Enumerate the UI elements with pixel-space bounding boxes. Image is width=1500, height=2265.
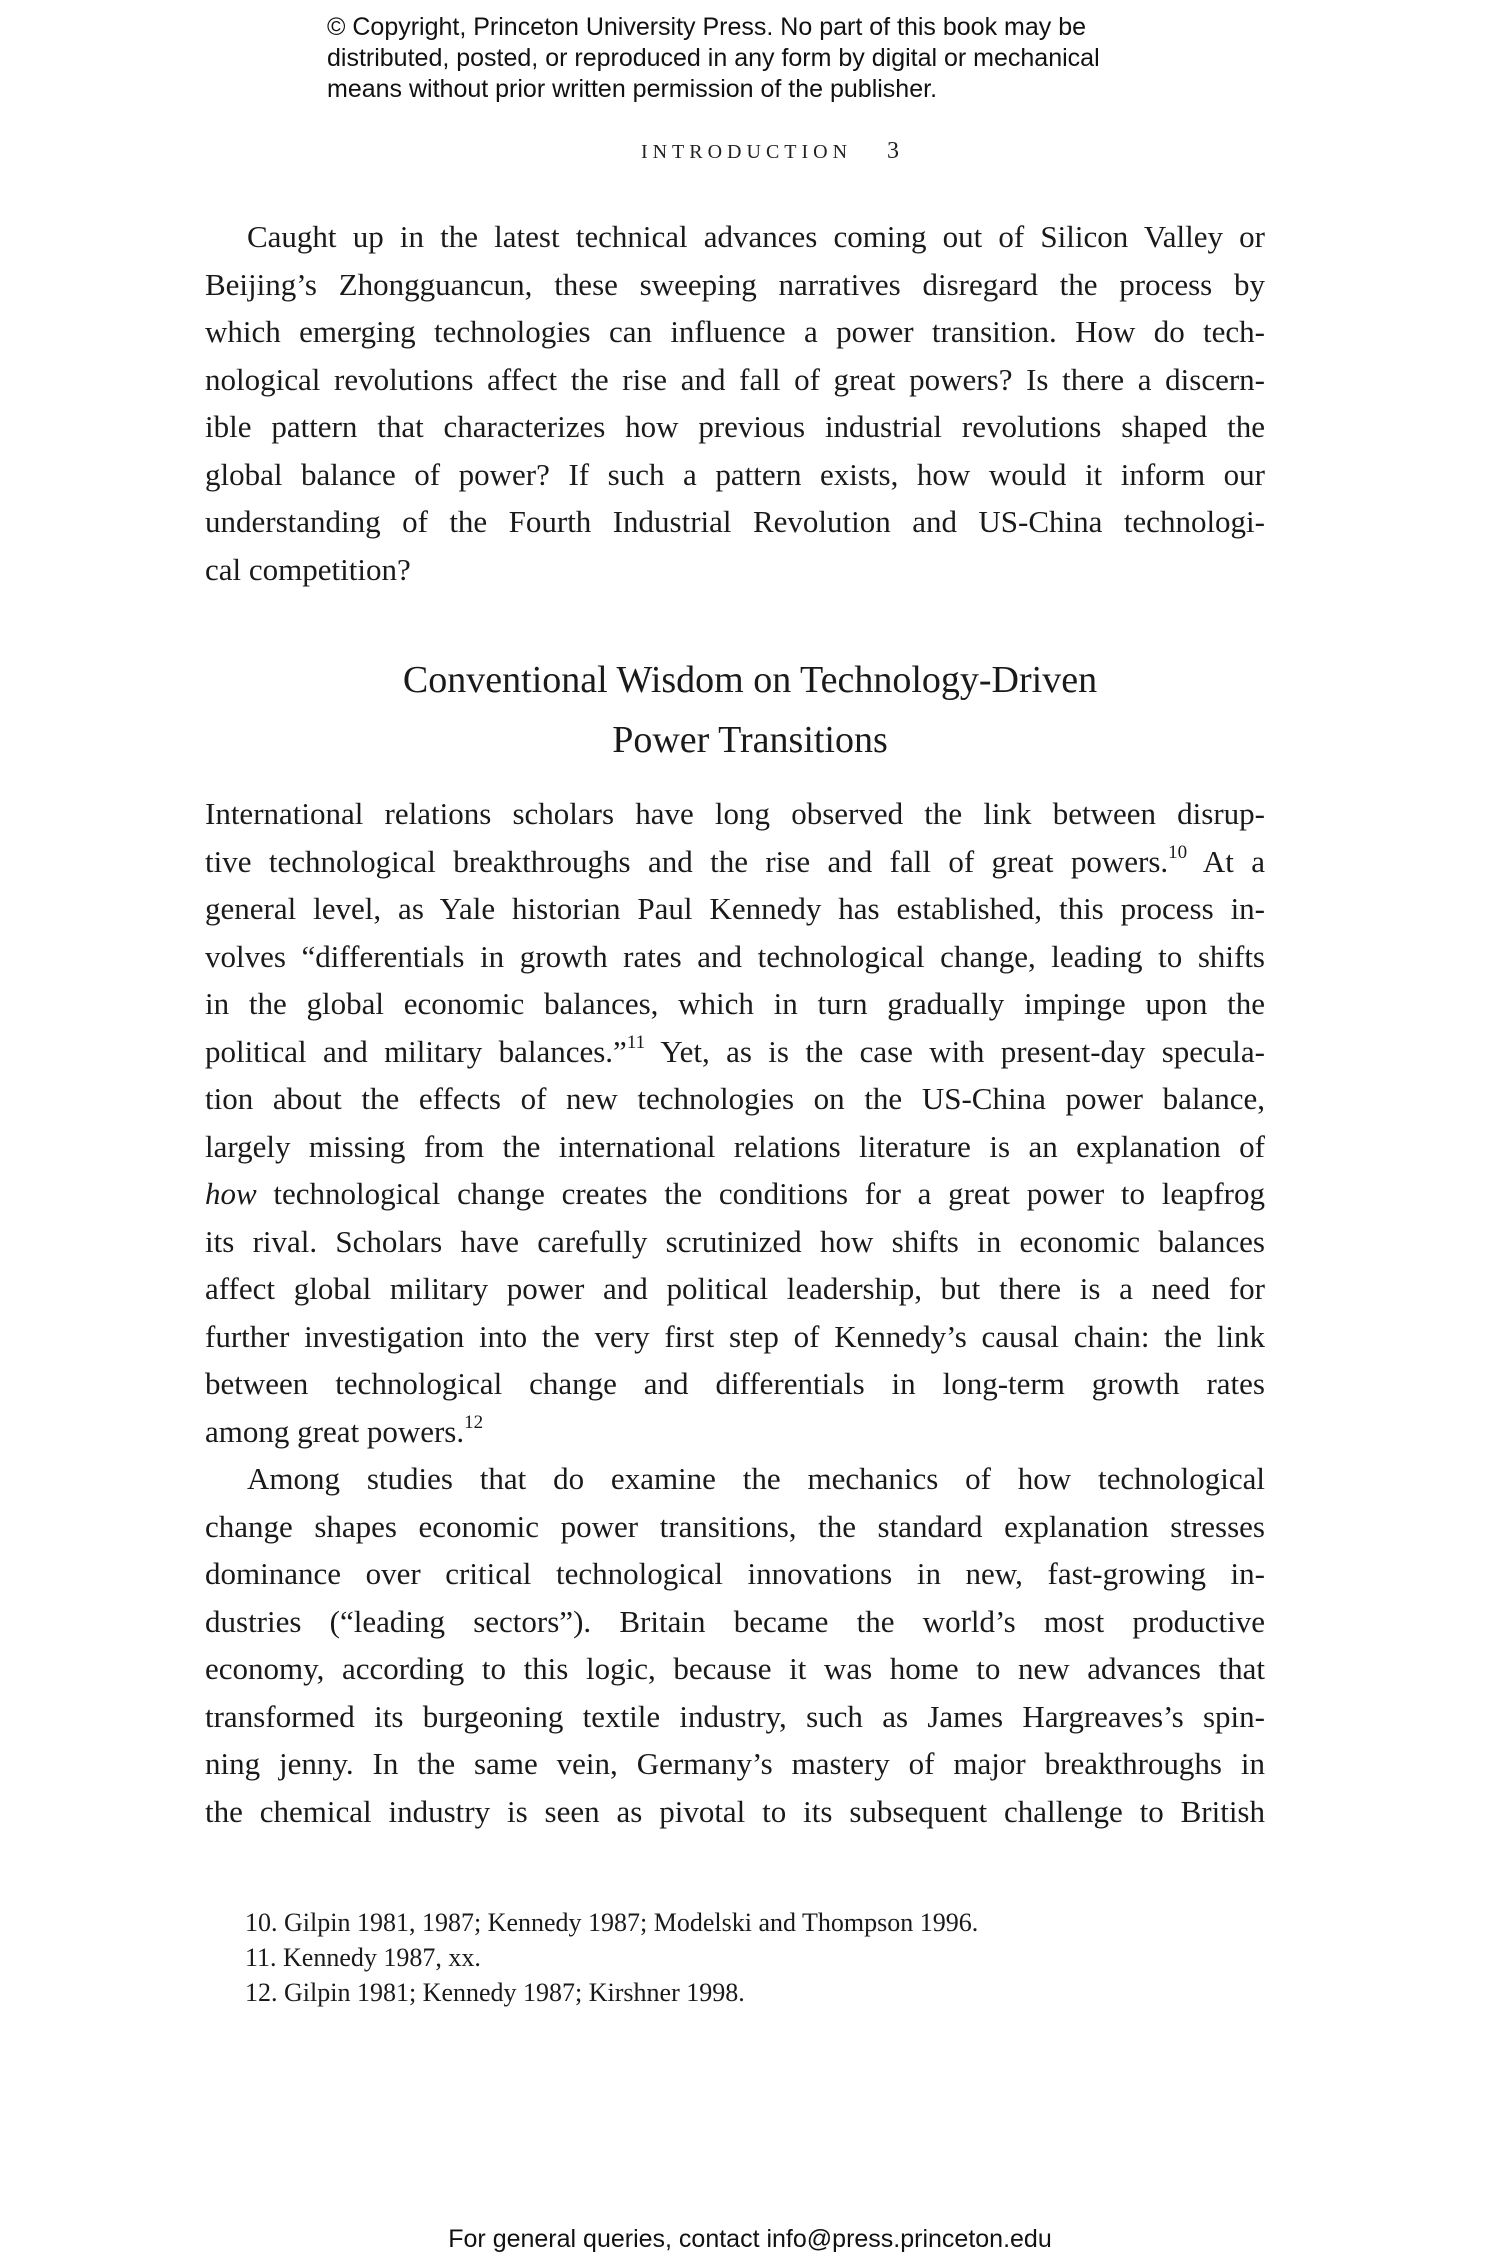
text-line [205,1218,1265,1266]
footnote-12: 12. Gilpin 1981; Kennedy 1987; Kirshner 1998. [245,1978,745,2007]
text-line: dominance over critical technological innovations in new, fast-growing in- [205,1556,1265,1591]
copyright-line: distributed, posted, or reproduced in any form by digital or mechanical [327,44,1100,72]
line-text: tive technological breakthroughs and the rise and fall of great powers. [205,843,1169,879]
line-text: affect global military power and political leadership, but there is a need for [205,1271,1265,1306]
line-text: general level, as Yale historian Paul Kennedy has established, this process in- [205,891,1265,926]
text-line: Caught up in the latest technical advances coming out of Silicon Valley or [247,219,1265,254]
text-line: ning jenny. In the same vein, Germany’s mastery of major breakthroughs in [205,1746,1265,1781]
footnote-reference[interactable]: 11 [626,1032,646,1054]
footer-contact: For general queries, contact info@press.princeton.edu [448,2225,1052,2253]
text-line: Among studies that do examine the mechanics of how technological [247,1461,1265,1496]
section-heading [0,650,1500,770]
copyright-line: © Copyright, Princeton University Press. No part of this book may be [327,13,1087,41]
text-line [205,885,1265,933]
text-line: nological revolutions affect the rise and fall of great powers? Is there a discern- [205,361,1265,397]
text-line: dustries (“leading sectors”). Britain became the world’s most productive [205,1603,1265,1639]
text-line: Beijing’s Zhongguancun, these sweeping narratives disregard the process by [205,266,1265,302]
text-line [205,980,1265,1028]
text-line: economy, according to this logic, because it was home to new advances that [205,1651,1265,1686]
text-line [205,1360,1265,1408]
text-line [205,1408,1265,1456]
line-text: International relations scholars have long observed the link between disrup- [205,796,1265,831]
copyright-notice [327,12,1227,105]
text-line: global balance of power? If such a pattern exists, how would it inform our [205,456,1265,492]
footnotes [245,1905,1145,2010]
text-line [205,1313,1265,1361]
text-line [205,1265,1265,1313]
line-text: its rival. Scholars have carefully scrutinized how shifts in economic balances [205,1223,1265,1259]
running-head-title: INTRODUCTION [640,141,853,163]
text-line [205,1075,1265,1123]
running-head [0,138,1500,165]
paragraph-2 [205,790,1265,1455]
paragraph-1 [205,213,1265,593]
line-text: technological change creates the conditions for a great power to leapfrog [256,1176,1265,1211]
copyright-line: means without prior written permission of the publisher. [327,75,938,103]
paragraph-3 [205,1455,1265,1835]
line-text: between technological change and differentials in long-term growth rates [205,1366,1265,1401]
line-text: among great powers. [205,1413,465,1449]
text-line: the chemical industry is seen as pivotal to its subsequent challenge to British [205,1793,1265,1829]
text-line [205,838,1265,886]
text-line: transformed its burgeoning textile industry, such as James Hargreaves’s spin- [205,1698,1265,1734]
text-line [205,1028,1265,1076]
section-heading-line: Conventional Wisdom on Technology-Driven [402,659,1098,701]
text-line: cal competition? [205,551,411,587]
footnote-reference[interactable]: 12 [464,1412,484,1434]
line-text: tion about the effects of new technologies on the US-China power balance, [205,1081,1265,1116]
section-heading-line: Power Transitions [612,719,888,761]
text-line [205,933,1265,981]
line-text: political and military balances.” [205,1033,627,1069]
footnote-10: 10. Gilpin 1981, 1987; Kennedy 1987; Modelski and Thompson 1996. [245,1908,979,1937]
text-line [205,1123,1265,1171]
line-text: largely missing from the international relations literature is an explanation of [205,1128,1265,1164]
page-number: 3 [887,138,900,164]
footnote-reference[interactable]: 10 [1168,842,1188,864]
emphasis: how [205,1176,257,1211]
line-text: Yet, as is the case with present-day specula- [645,1033,1265,1069]
footnote-11: 11. Kennedy 1987, xx. [245,1943,481,1972]
text-line: which emerging technologies can influence a power transition. How do tech- [205,314,1265,349]
text-line: understanding of the Fourth Industrial Revolution and US-China technologi- [205,504,1265,539]
text-line [205,1170,1265,1218]
text-line [205,790,1265,838]
text-line: change shapes economic power transitions, the standard explanation stresses [205,1508,1265,1544]
line-text: At a [1187,843,1265,879]
line-text: volves “differentials in growth rates and technological change, leading to shifts [205,938,1265,974]
line-text: further investigation into the very first step of Kennedy’s causal chain: the link [205,1318,1265,1354]
text-line: ible pattern that characterizes how previous industrial revolutions shaped the [205,409,1265,444]
line-text: in the global economic balances, which in turn gradually impinge upon the [205,986,1265,1021]
